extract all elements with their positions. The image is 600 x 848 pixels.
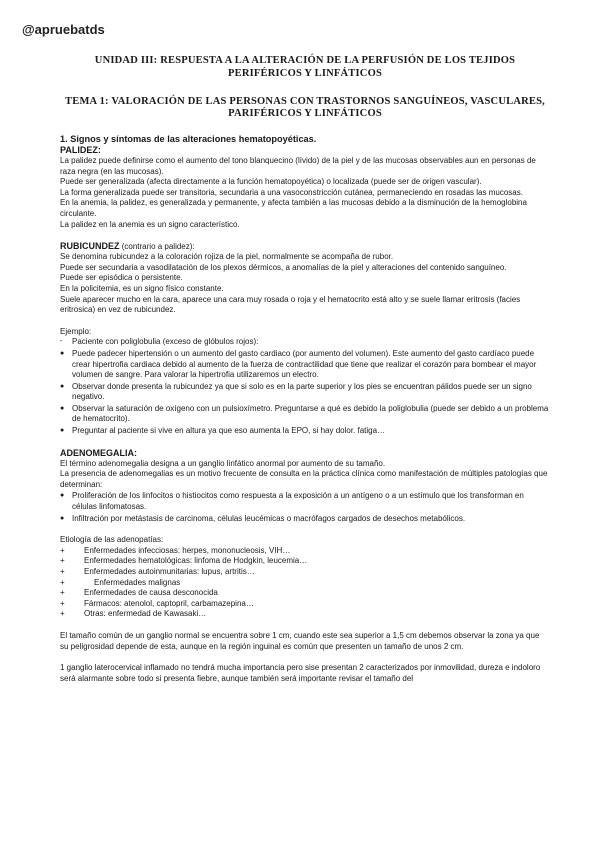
rubicundez-heading-note: (contrario a palidez):: [119, 242, 195, 252]
ejemplo-bullet: ● Observar donde presenta la rubicundez ya que si solo es en la parte superior y los pies se encuentran pálidos puede ser un signo negativo.: [60, 381, 532, 402]
watermark: @apruebatds: [22, 22, 105, 37]
rubicundez-paragraph: En la policitemia, es un signo físico constante.: [60, 283, 224, 293]
etiologia-item: + Enfermedades malignas: [60, 577, 181, 587]
plus-marker: +: [60, 588, 65, 598]
plus-marker: +: [60, 567, 65, 576]
ejemplo-heading: Ejemplo:: [60, 326, 92, 336]
bullet-marker: ●: [60, 492, 65, 500]
ganglio-paragraph: 1 ganglio laterocervical inflamado no tendrá mucha importancia pero sise presentan 2 caracterizados por inmovilidad, dureza e indoloro será alarmante sobre todo si presenta fiebre, aunque también será importante revisar el tamaño del: [60, 663, 541, 683]
bullet-marker: ●: [60, 427, 65, 435]
etiologia-heading: Etiología de las adenopatías:: [60, 535, 164, 545]
section-1-title: 1. Signos y síntomas de las alteraciones hematopoyéticas.: [60, 134, 317, 144]
adenomegalia-bullet: ● Infiltración por metástasis de carcinoma, células leucémicas o macrófagos cargados de desechos metabólicos.: [60, 513, 466, 523]
rubicundez-paragraph: Se denomina rubicundez a la coloración rojiza de la piel, normalmente se acompaña de rubor.: [60, 252, 394, 262]
ejemplo-dash-item: - Paciente con poliglobulia (exceso de glóbulos rojos):: [60, 337, 259, 347]
ejemplo-bullet: ● Observar la saturación de oxígeno con un pulsioxímetro. Preguntarse a qué es debido la poliglobulia (puede ser debido a un problema de hematocrito).: [60, 403, 549, 424]
ejemplo-bullet: ● Puede padecer hipertensión o un aumento del gasto cardiaco (por aumento del volumen). Este aumento del gasto cardíaco puede crear hipertrofia cardiaca debido al aumento de la fuerza de contractilidad que tiene que realizar el corazón para bombear el mayor volumen de sangre. Para valorar la hipertrofia utilizaremos un electro.: [60, 348, 537, 380]
rubicundez-paragraph: Suele aparecer mucho en la cara, aparece una cara muy rosada o roja y el hematocrito está alto y se suele llamar eritrosis (facies eritrosica) en vez de rubicundez.: [60, 294, 521, 315]
adenomegalia-bullet: ● Proliferación de los linfocitos o histiocitos como respuesta a la exposición a un antígeno o a un estímulo que los transforman en células linfomatosas.: [60, 491, 524, 512]
palidez-paragraph: En la anemia, la palidez, es generalizada y permanente, y afecta también a las mucosas debido a la disminución de la hemoglobina circulante.: [60, 198, 527, 218]
bullet-marker: ●: [60, 514, 65, 522]
bullet-marker: ●: [60, 404, 65, 412]
adenomegalia-paragraph: La presencia de adenomegalias es un motivo frecuente de consulta en la práctica clínica como manifestación de múltiples patologías que determinan:: [60, 469, 548, 489]
rubicundez-heading-text: RUBICUNDEZ: [60, 241, 120, 252]
rubicundez-paragraph: Puede ser secundaria a vasodilatación de los plexos dérmicos, a anomalías de la piel y alteraciones del contenido sanguíneo.: [60, 262, 507, 272]
bullet-marker: ●: [60, 382, 65, 390]
unit-title: UNIDAD III: RESPUESTA A LA ALTERACIÓN DE LA PERFUSIÓN DE LOS TEJIDOS PERIFÉRICOS Y LINFÁTICOS: [94, 55, 516, 79]
plus-marker: +: [60, 609, 65, 619]
palidez-heading: PALIDEZ:: [60, 145, 101, 155]
plus-marker: +: [60, 556, 65, 566]
rubicundez-paragraph: Puede ser episódica o persistente.: [60, 273, 183, 283]
plus-marker: +: [60, 545, 65, 555]
rubicundez-heading: [60, 241, 550, 252]
etiologia-item: + Enfermedades de causa desconocida: [60, 588, 218, 598]
plus-marker: +: [60, 577, 65, 587]
adenomegalia-heading: ADENOMEGALIA:: [60, 447, 137, 458]
tamano-paragraph: El tamaño común de un ganglio normal se encuentra sobre 1 cm, cuando este sea superior a 1,5 cm debemos observar la zona ya que su peligrosidad depende de esta, aunque en la región inguinal es común que presenten un tamaño de unos 2 cm.: [60, 630, 540, 651]
palidez-paragraph: La forma generalizada puede ser transitoria, secundaria a una vasoconstricción cutánea, permaneciendo en rosadas las mucosas.: [60, 187, 523, 197]
dash-marker: -: [60, 338, 63, 346]
etiologia-item: + Enfermedades infecciosas: herpes, mononucleosis, VIH…: [60, 545, 291, 555]
adenomegalia-paragraph: El término adenomegalia designa a un ganglio linfático anormal por aumento de su tamaño.: [60, 458, 386, 468]
document-page: [60, 52, 550, 684]
bullet-marker: ●: [60, 349, 65, 357]
palidez-paragraph: Puede ser generalizada (afecta directamente a la función hematopoyética) o localizada (puede ser de origen vascular).: [60, 177, 482, 187]
palidez-paragraph: La palidez puede definirse como el aumento del tono blanquecino (lívido) de la piel y de las mucosas observables aun en personas de raza negra (en las mucosas).: [60, 156, 536, 176]
etiologia-item: + Enfermedades hematológicas: linfoma de Hodgkin, leucemia…: [60, 556, 308, 566]
tema-title: TEMA 1: VALORACIÓN DE LAS PERSONAS CON TRASTORNOS SANGUÍNEOS, VASCULARES, PARIFÉRICOS Y LINFÁTICOS: [65, 96, 545, 119]
etiologia-item: + Fármacos: atenolol, captopril, carbamazepina…: [60, 598, 254, 608]
ejemplo-bullet: ● Preguntar al paciente si vive en altura ya que eso aumenta la EPO, si hay dolor. fatiga…: [60, 426, 386, 436]
etiologia-item: + Otras: enfermedad de Kawasaki…: [60, 609, 207, 619]
plus-marker: +: [60, 598, 65, 608]
palidez-paragraph: La palidez en la anemia es un signo característico.: [60, 219, 240, 229]
etiologia-item: + Enfermedades autoinmunitarias: lupus, artritis…: [60, 567, 255, 576]
